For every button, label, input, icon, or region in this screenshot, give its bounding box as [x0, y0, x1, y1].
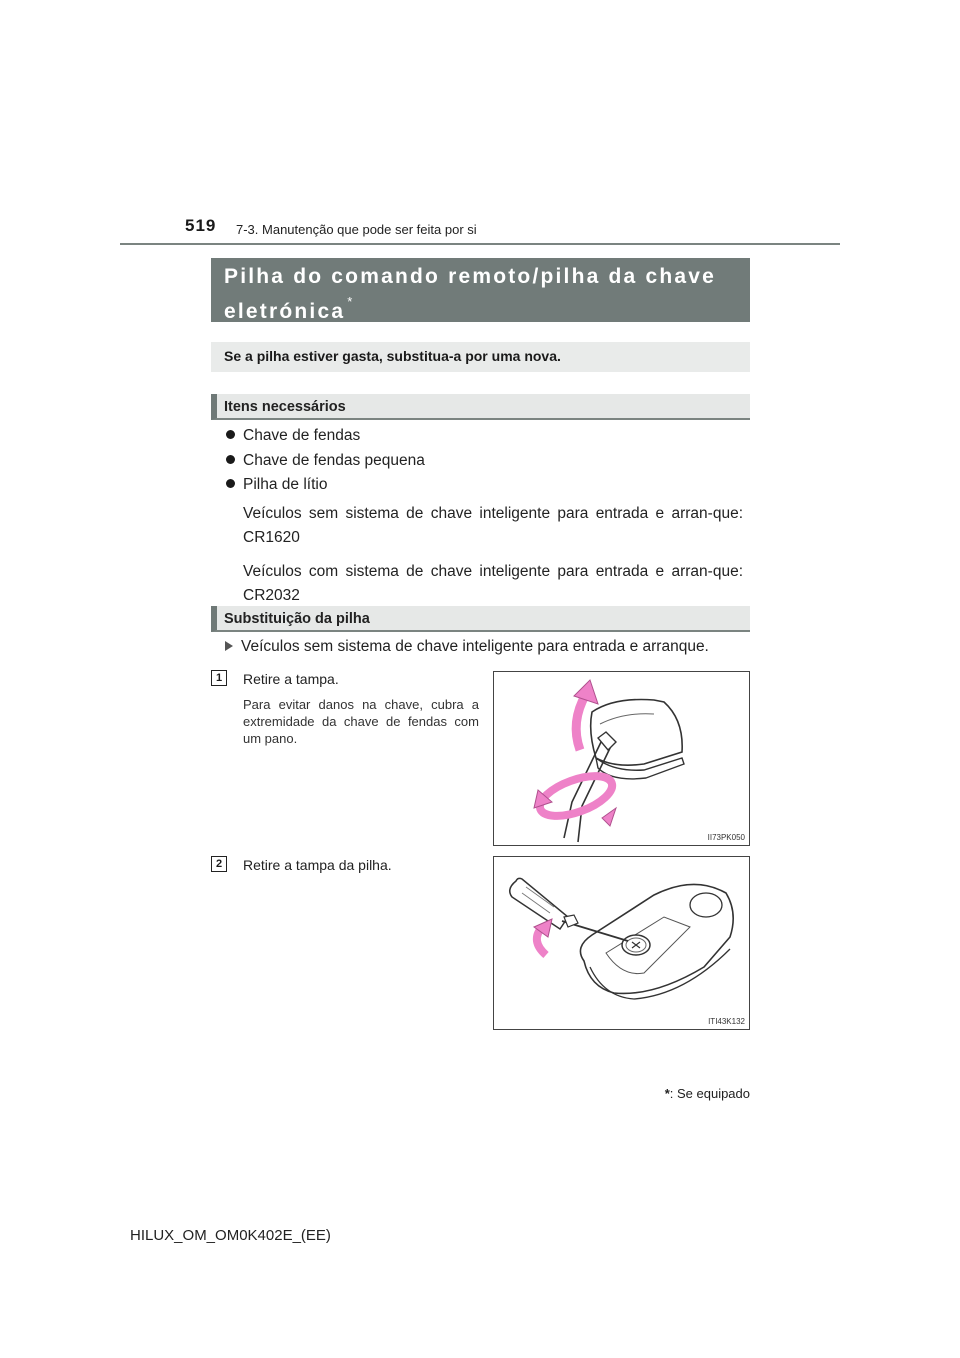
vehicle-note	[225, 638, 709, 656]
figure-code: II73PK050	[707, 833, 745, 842]
step-1-text: Retire a tampa.	[243, 671, 339, 687]
step-1-number: 1	[211, 670, 227, 686]
title-line-1: Pilha do comando remoto/pilha da chave	[224, 265, 717, 288]
page-number: 519	[185, 216, 217, 235]
key-battery-illustration	[494, 857, 749, 1029]
figure-code: ITI43K132	[708, 1017, 745, 1026]
triangle-arrow-icon	[225, 641, 233, 651]
footnote-text: : Se equipado	[669, 1086, 750, 1101]
step-1-note: Para evitar danos na chave, cubra a extremidade da chave de fendas com um pano.	[243, 697, 479, 746]
bullet-icon	[226, 430, 235, 439]
bullet-icon	[226, 455, 235, 464]
document-code: HILUX_OM_OM0K402E_(EE)	[130, 1227, 331, 1244]
key-screwdriver-illustration	[494, 672, 749, 845]
figure-remove-battery-cover	[493, 856, 750, 1030]
list-item	[226, 427, 360, 445]
footnote	[600, 1086, 750, 1101]
figure-remove-cover	[493, 671, 750, 846]
needed-heading: Itens necessários	[224, 399, 346, 415]
bullet-icon	[226, 479, 235, 488]
section-title: 7-3. Manutenção que pode ser feita por si	[236, 222, 477, 237]
battery-para-1: Veículos sem sistema de chave inteligente para entrada e arran-que: CR1620	[243, 505, 743, 546]
list-item-label: Chave de fendas	[243, 427, 361, 444]
asterisk-icon: *	[664, 1086, 670, 1101]
list-item	[226, 476, 327, 494]
step-2-text: Retire a tampa da pilha.	[243, 857, 392, 873]
battery-para-2: Veículos com sistema de chave inteligente para entrada e arran-que: CR2032	[243, 563, 743, 604]
equipped-mark: *	[347, 294, 355, 309]
list-item-label: Pilha de lítio	[243, 476, 328, 493]
step-2-number: 2	[211, 856, 227, 872]
replacement-heading: Substituição da pilha	[224, 611, 370, 627]
intro-text: Se a pilha estiver gasta, substitua-a por uma nova.	[224, 348, 561, 364]
page-title	[224, 262, 744, 326]
title-line-2-text: eletrónica	[224, 300, 346, 323]
list-item	[226, 452, 425, 470]
list-item-label: Chave de fendas pequena	[243, 452, 425, 469]
vehicle-note-text: Veículos sem sistema de chave inteligente para entrada e arranque.	[241, 638, 709, 655]
title-line-2	[224, 291, 744, 326]
header-rule	[120, 243, 840, 245]
